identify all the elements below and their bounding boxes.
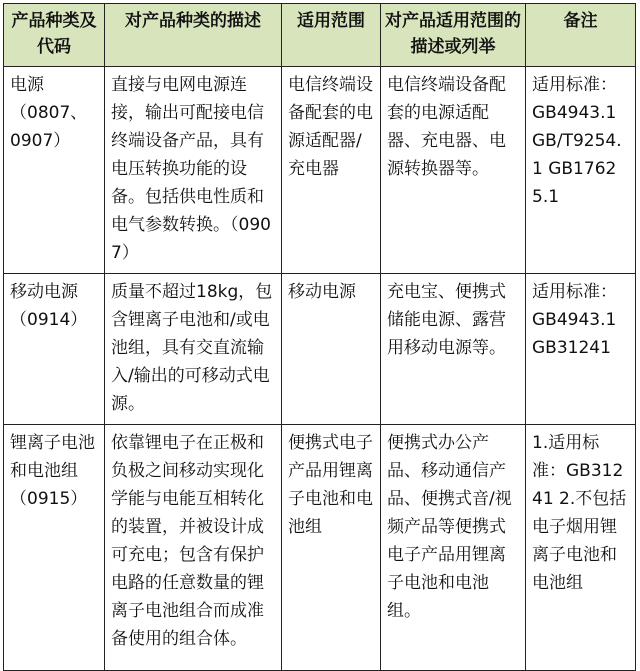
description-cell: 依靠锂电子在正极和负极之间移动实现化学能与电能互相转化的装置，并被设计成可充电；包含有保护电路的任意数量的锂离子电池组合而成准备使用的组合体。 <box>105 425 282 671</box>
category-cell <box>4 425 105 671</box>
category-code: （0915） <box>10 489 88 509</box>
scope-detail-cell: 充电宝、便携式储能电源、露营用移动电源等。 <box>381 274 526 425</box>
table-row <box>4 274 636 425</box>
remark-cell: 适用标准：GB4943.1 GB/T9254.1 GB17625.1 <box>526 67 636 274</box>
category-code: （0807、0907） <box>10 103 88 151</box>
scope-cell: 便携式电子产品用锂离子电池和电池组 <box>282 425 381 671</box>
table-row <box>4 425 636 671</box>
category-cell <box>4 274 105 425</box>
scope-cell: 移动电源 <box>282 274 381 425</box>
table-header-row <box>4 4 636 67</box>
category-code: （0914） <box>10 310 88 330</box>
product-spec-table <box>3 3 636 671</box>
header-scope-description: 对产品适用范围的描述或列举 <box>381 4 526 67</box>
header-remark: 备注 <box>526 4 636 67</box>
remark-cell: 适用标准：GB4943.1 GB31241 <box>526 274 636 425</box>
header-category-description: 对产品种类的描述 <box>105 4 282 67</box>
table-row <box>4 67 636 274</box>
category-name: 移动电源 <box>10 282 78 302</box>
scope-cell: 电信终端设备配套的电源适配器/充电器 <box>282 67 381 274</box>
scope-detail-cell: 便携式办公产品、移动通信产品、便携式音/视频产品等便携式电子产品用锂离子电池和电池组。 <box>381 425 526 671</box>
header-category-code: 产品种类及代码 <box>4 4 105 67</box>
remark-cell: 1.适用标准：GB31241 2.不包括电子烟用锂离子电池和电池组 <box>526 425 636 671</box>
scope-detail-cell: 电信终端设备配套的电源适配器、充电器、电源转换器等。 <box>381 67 526 274</box>
description-cell: 质量不超过18kg，包含锂离子电池和/或电池组，具有交直流输入/输出的可移动式电源。 <box>105 274 282 425</box>
category-cell <box>4 67 105 274</box>
header-scope: 适用范围 <box>282 4 381 67</box>
description-cell: 直接与电网电源连接，输出可配接电信终端设备产品，具有电压转换功能的设备。包括供电性质和电气参数转换。（0907） <box>105 67 282 274</box>
category-name: 电源 <box>10 75 44 95</box>
category-name: 锂离子电池和电池组 <box>10 433 95 481</box>
